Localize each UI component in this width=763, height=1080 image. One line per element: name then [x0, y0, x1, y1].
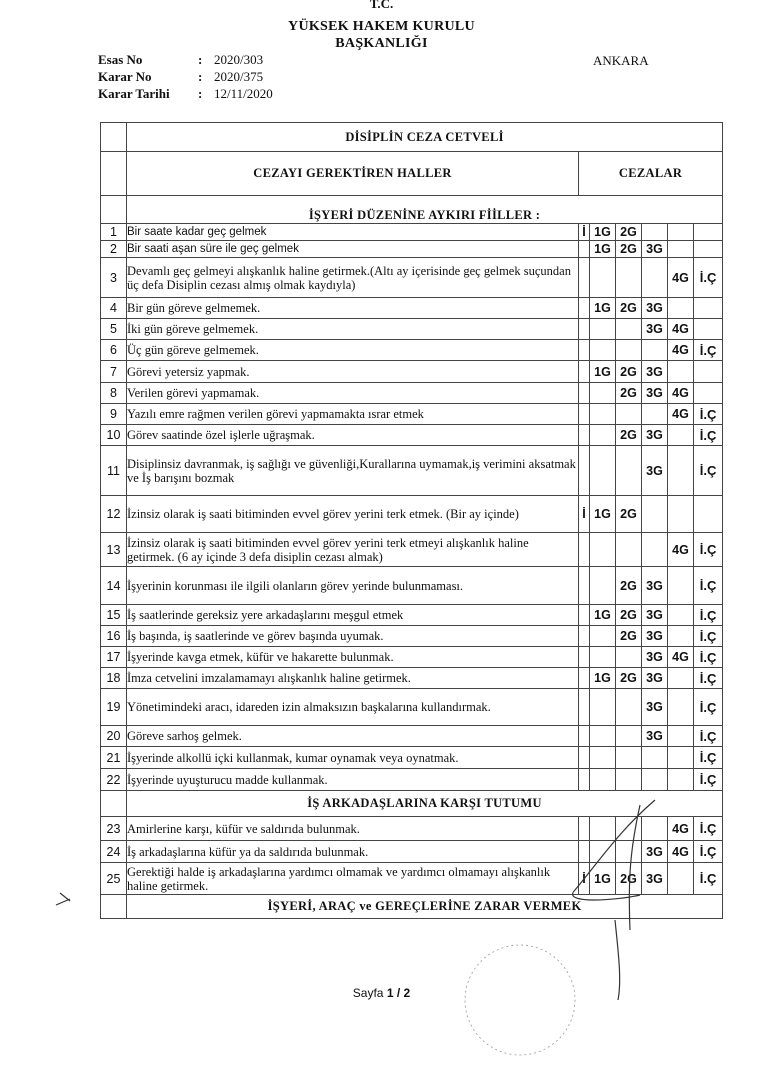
table-row	[101, 647, 723, 668]
table-row	[101, 726, 723, 747]
offense-description: Devamlı geç gelmeyi alışkanlık haline getirmek.(Altı ay içerisinde geç gelmek suçundan üç defa Disiplin cezası almış olmak kaydıyla)	[127, 258, 579, 298]
column-header-cases: CEZAYI GEREKTİREN HALLER	[127, 152, 579, 196]
penalty-cell: 1G	[590, 605, 616, 626]
penalty-cell	[579, 241, 590, 258]
row-number: 8	[101, 383, 127, 404]
penalty-cell: 4G	[668, 404, 694, 425]
penalty-cell: 3G	[642, 605, 668, 626]
row-number: 20	[101, 726, 127, 747]
penalty-cell: 2G	[616, 668, 642, 689]
row-number: 19	[101, 689, 127, 726]
row-number: 3	[101, 258, 127, 298]
penalty-cell: 1G	[590, 298, 616, 319]
penalty-cell	[616, 446, 642, 496]
row-number: 6	[101, 340, 127, 361]
penalty-cell: İ.Ç	[694, 258, 723, 298]
penalty-cell	[616, 726, 642, 747]
penalty-cell: 3G	[642, 383, 668, 404]
penalty-cell: 3G	[642, 863, 668, 895]
penalty-cell	[590, 817, 616, 841]
penalty-cell	[579, 626, 590, 647]
penalty-cell	[668, 496, 694, 533]
table-row	[101, 747, 723, 769]
offense-description: Üç gün göreve gelmemek.	[127, 340, 579, 361]
offense-description: Gerektiği halde iş arkadaşlarına yardımcı olmamak ve yardımcı olmamayı alışkanlık haline getirmek.	[127, 863, 579, 895]
penalty-cell: 3G	[642, 726, 668, 747]
penalty-cell: 3G	[642, 446, 668, 496]
penalty-cell	[642, 258, 668, 298]
penalty-cell: İ.Ç	[694, 425, 723, 446]
table-row	[101, 298, 723, 319]
penalty-cell: 4G	[668, 533, 694, 567]
penalty-cell	[616, 404, 642, 425]
table-row	[101, 605, 723, 626]
penalty-cell: 2G	[616, 567, 642, 605]
penalty-cell: 3G	[642, 567, 668, 605]
penalty-cell	[616, 841, 642, 863]
penalty-cell: İ.Ç	[694, 769, 723, 791]
penalty-cell	[668, 668, 694, 689]
city: ANKARA	[593, 53, 649, 68]
penalty-cell	[668, 626, 694, 647]
meta-label: Esas No	[98, 52, 143, 67]
penalty-cell: 3G	[642, 425, 668, 446]
penalty-cell	[694, 319, 723, 340]
penalty-cell: 2G	[616, 425, 642, 446]
penalty-cell	[616, 689, 642, 726]
penalty-cell: 2G	[616, 298, 642, 319]
table-row	[101, 567, 723, 605]
penalty-cell: 4G	[668, 258, 694, 298]
page-sep: /	[396, 986, 401, 1000]
penalty-cell: 3G	[642, 689, 668, 726]
penalty-cell	[579, 689, 590, 726]
section-heading: İŞYERİ DÜZENİNE AYKIRI FİİLLER :	[127, 196, 723, 224]
penalty-cell	[616, 340, 642, 361]
penalty-cell	[590, 567, 616, 605]
penalty-cell: İ	[579, 224, 590, 241]
table-row	[101, 361, 723, 383]
penalty-cell	[694, 361, 723, 383]
penalty-cell: İ.Ç	[694, 533, 723, 567]
section-row	[101, 196, 723, 224]
offense-description: İşyerinin korunması ile ilgili olanların görev yerinde bulunmaması.	[127, 567, 579, 605]
row-number: 10	[101, 425, 127, 446]
table-row	[101, 340, 723, 361]
page-current: 1	[386, 986, 394, 1000]
offense-description: Göreve sarhoş gelmek.	[127, 726, 579, 747]
penalty-cell: 1G	[590, 863, 616, 895]
table-title: DİSİPLİN CEZA CETVELİ	[127, 123, 723, 152]
penalty-cell	[668, 863, 694, 895]
offense-description: İşyerinde kavga etmek, küfür ve hakarette bulunmak.	[127, 647, 579, 668]
penalty-cell: 2G	[616, 241, 642, 258]
penalty-cell	[579, 841, 590, 863]
penalty-cell	[668, 747, 694, 769]
penalty-cell	[590, 726, 616, 747]
republic-abbrev: T.C.	[369, 0, 394, 11]
penalty-cell: İ.Ç	[694, 841, 723, 863]
row-number: 12	[101, 496, 127, 533]
penalty-cell	[579, 769, 590, 791]
penalty-cell	[579, 533, 590, 567]
penalty-cell: 3G	[642, 647, 668, 668]
section-row	[101, 895, 723, 919]
penalty-cell: 1G	[590, 361, 616, 383]
penalty-cell: İ.Ç	[694, 747, 723, 769]
penalty-cell: İ.Ç	[694, 404, 723, 425]
offense-description: Bir gün göreve gelmemek.	[127, 298, 579, 319]
penalty-cell	[616, 258, 642, 298]
offense-description: İmza cetvelini imzalamamayı alışkanlık haline getirmek.	[127, 668, 579, 689]
penalty-cell: 2G	[616, 383, 642, 404]
offense-description: Verilen görevi yapmamak.	[127, 383, 579, 404]
meta-value: 2020/375	[214, 69, 264, 84]
penalty-cell: 1G	[590, 668, 616, 689]
penalty-cell: 4G	[668, 647, 694, 668]
table-row	[101, 241, 723, 258]
penalty-cell: 3G	[642, 241, 668, 258]
penalty-cell: 1G	[590, 241, 616, 258]
penalty-cell	[579, 361, 590, 383]
penalty-cell	[668, 605, 694, 626]
table-row	[101, 446, 723, 496]
penalty-cell	[694, 224, 723, 241]
penalty-cell	[642, 224, 668, 241]
penalty-cell	[642, 496, 668, 533]
title-row	[101, 123, 723, 152]
penalty-cell	[590, 689, 616, 726]
penalty-cell	[590, 404, 616, 425]
table-row	[101, 841, 723, 863]
table-row	[101, 404, 723, 425]
offense-description: Disiplinsiz davranmak, iş sağlığı ve güvenliği,Kurallarına uymamak,iş verimini aksatmak ve İş barışını bozmak	[127, 446, 579, 496]
penalty-cell: 3G	[642, 668, 668, 689]
offense-description: İzinsiz olarak iş saati bitiminden evvel görev yerini terk etmeyi alışkanlık haline getirmek. (6 ay içinde 3 defa disiplin cezası almak)	[127, 533, 579, 567]
penalty-cell	[579, 647, 590, 668]
penalty-cell: İ	[579, 863, 590, 895]
penalty-cell: 2G	[616, 224, 642, 241]
penalty-cell	[694, 241, 723, 258]
penalty-cell	[579, 567, 590, 605]
penalty-cell	[590, 533, 616, 567]
offense-description: İş saatlerinde gereksiz yere arkadaşlarını meşgul etmek	[127, 605, 579, 626]
penalty-cell	[579, 726, 590, 747]
penalty-cell	[590, 383, 616, 404]
penalty-cell: İ.Ç	[694, 446, 723, 496]
penalty-cell: 4G	[668, 841, 694, 863]
offense-description: İki gün göreve gelmemek.	[127, 319, 579, 340]
penalty-cell	[616, 647, 642, 668]
penalty-cell	[590, 841, 616, 863]
penalty-cell	[579, 298, 590, 319]
penalty-cell: İ.Ç	[694, 626, 723, 647]
row-number: 17	[101, 647, 127, 668]
meta-karar: Karar No : 2020/375	[98, 69, 264, 84]
table-row	[101, 626, 723, 647]
meta-value: 12/11/2020	[214, 86, 273, 101]
table-row	[101, 689, 723, 726]
penalty-cell: İ.Ç	[694, 668, 723, 689]
penalty-cell	[590, 446, 616, 496]
row-number: 25	[101, 863, 127, 895]
penalty-cell: İ.Ç	[694, 567, 723, 605]
meta-label: Karar Tarihi	[98, 86, 170, 101]
penalty-cell	[579, 446, 590, 496]
penalty-cell	[642, 769, 668, 791]
penalty-cell	[590, 258, 616, 298]
penalty-cell	[668, 567, 694, 605]
penalty-cell: İ.Ç	[694, 340, 723, 361]
page-total: 2	[403, 986, 411, 1000]
table-row	[101, 319, 723, 340]
offense-description: İş başında, iş saatlerinde ve görev başında uyumak.	[127, 626, 579, 647]
case-metadata	[98, 52, 273, 103]
penalty-cell: İ.Ç	[694, 647, 723, 668]
penalty-cell: 2G	[616, 626, 642, 647]
section-heading: İŞYERİ, ARAÇ ve GEREÇLERİNE ZARAR VERMEK	[127, 895, 723, 919]
meta-label: Karar No	[98, 69, 152, 84]
meta-tarih: Karar Tarihi : 12/11/2020	[98, 86, 273, 101]
penalty-cell: 3G	[642, 841, 668, 863]
penalty-cell: 3G	[642, 319, 668, 340]
penalty-cell	[642, 817, 668, 841]
penalty-cell: 4G	[668, 383, 694, 404]
penalty-cell: İ.Ç	[694, 726, 723, 747]
row-number: 14	[101, 567, 127, 605]
penalty-cell: İ.Ç	[694, 689, 723, 726]
penalty-cell	[668, 224, 694, 241]
penalty-cell	[668, 241, 694, 258]
penalty-cell	[616, 533, 642, 567]
row-number: 1	[101, 224, 127, 241]
penalty-cell: 4G	[668, 340, 694, 361]
row-number: 9	[101, 404, 127, 425]
offense-description: Yazılı emre rağmen verilen görevi yapmamakta ısrar etmek	[127, 404, 579, 425]
penalty-cell: 2G	[616, 863, 642, 895]
penalty-cell	[579, 747, 590, 769]
penalty-cell	[590, 769, 616, 791]
penalty-cell: 3G	[642, 298, 668, 319]
penalty-cell	[579, 340, 590, 361]
row-number: 24	[101, 841, 127, 863]
section-heading: İŞ ARKADAŞLARINA KARŞI TUTUMU	[127, 791, 723, 817]
row-number: 18	[101, 668, 127, 689]
offense-description: İş arkadaşlarına küfür ya da saldırıda bulunmak.	[127, 841, 579, 863]
penalty-cell	[590, 340, 616, 361]
row-number: 5	[101, 319, 127, 340]
table-row	[101, 425, 723, 446]
penalty-cell: İ.Ç	[694, 863, 723, 895]
section-row	[101, 791, 723, 817]
penalty-cell	[642, 340, 668, 361]
discipline-table	[100, 122, 723, 919]
penalty-cell	[616, 319, 642, 340]
column-header-row	[101, 152, 723, 196]
penalty-cell	[694, 298, 723, 319]
row-number: 16	[101, 626, 127, 647]
penalty-cell	[694, 383, 723, 404]
penalty-cell: 3G	[642, 626, 668, 647]
institution-name: YÜKSEK HAKEM KURULU	[288, 19, 475, 34]
penalty-cell	[668, 298, 694, 319]
penalty-cell	[579, 383, 590, 404]
table-row	[101, 533, 723, 567]
penalty-cell	[642, 533, 668, 567]
offense-description: Yönetimindeki aracı, idareden izin almaksızın başkalarına kullandırmak.	[127, 689, 579, 726]
row-number: 21	[101, 747, 127, 769]
penalty-cell: 3G	[642, 361, 668, 383]
row-number: 7	[101, 361, 127, 383]
table-row	[101, 383, 723, 404]
column-header-penalties: CEZALAR	[579, 152, 723, 196]
penalty-cell: İ.Ç	[694, 605, 723, 626]
meta-value: 2020/303	[214, 52, 264, 67]
penalty-cell	[590, 647, 616, 668]
penalty-cell	[579, 319, 590, 340]
offense-description: Bir saati aşan süre ile geç gelmek	[127, 241, 579, 258]
penalty-cell	[642, 747, 668, 769]
row-number: 2	[101, 241, 127, 258]
penalty-cell	[616, 747, 642, 769]
table-row	[101, 668, 723, 689]
page-indicator	[0, 986, 763, 1000]
penalty-cell	[579, 817, 590, 841]
penalty-cell	[668, 726, 694, 747]
offense-description: Bir saate kadar geç gelmek	[127, 224, 579, 241]
penalty-cell	[668, 361, 694, 383]
penalty-cell: 2G	[616, 605, 642, 626]
penalty-cell	[668, 446, 694, 496]
row-number: 15	[101, 605, 127, 626]
meta-esas: Esas No : 2020/303	[98, 52, 264, 67]
penalty-cell	[590, 626, 616, 647]
penalty-cell: 4G	[668, 319, 694, 340]
penalty-cell: 2G	[616, 496, 642, 533]
row-number: 13	[101, 533, 127, 567]
institution-subtitle: BAŞKANLIĞI	[335, 36, 428, 51]
penalty-cell: 4G	[668, 817, 694, 841]
table-row	[101, 496, 723, 533]
penalty-cell	[616, 817, 642, 841]
offense-description: İşyerinde uyuşturucu madde kullanmak.	[127, 769, 579, 791]
table-row	[101, 863, 723, 895]
row-number: 11	[101, 446, 127, 496]
penalty-cell	[579, 425, 590, 446]
penalty-cell	[579, 605, 590, 626]
penalty-cell: 1G	[590, 224, 616, 241]
penalty-cell: İ.Ç	[694, 817, 723, 841]
offense-description: İzinsiz olarak iş saati bitiminden evvel görev yerini terk etmek. (Bir ay içinde)	[127, 496, 579, 533]
penalty-cell: 2G	[616, 361, 642, 383]
penalty-cell	[668, 689, 694, 726]
offense-description: İşyerinde alkollü içki kullanmak, kumar oynamak veya oynatmak.	[127, 747, 579, 769]
penalty-cell	[579, 668, 590, 689]
penalty-cell: İ	[579, 496, 590, 533]
offense-description: Amirlerine karşı, küfür ve saldırıda bulunmak.	[127, 817, 579, 841]
table-row	[101, 769, 723, 791]
penalty-cell	[579, 404, 590, 425]
penalty-cell	[590, 319, 616, 340]
penalty-cell: 1G	[590, 496, 616, 533]
penalty-cell	[694, 496, 723, 533]
penalty-cell	[642, 404, 668, 425]
penalty-cell	[590, 425, 616, 446]
offense-description: Görev saatinde özel işlerle uğraşmak.	[127, 425, 579, 446]
row-number: 22	[101, 769, 127, 791]
offense-description: Görevi yetersiz yapmak.	[127, 361, 579, 383]
table-row	[101, 817, 723, 841]
penalty-cell	[590, 747, 616, 769]
row-number: 4	[101, 298, 127, 319]
penalty-cell	[668, 425, 694, 446]
penalty-cell	[616, 769, 642, 791]
table-row	[101, 224, 723, 241]
page-label: Sayfa	[352, 986, 384, 1000]
penalty-cell	[579, 258, 590, 298]
row-number: 23	[101, 817, 127, 841]
penalty-cell	[668, 769, 694, 791]
table-row	[101, 258, 723, 298]
